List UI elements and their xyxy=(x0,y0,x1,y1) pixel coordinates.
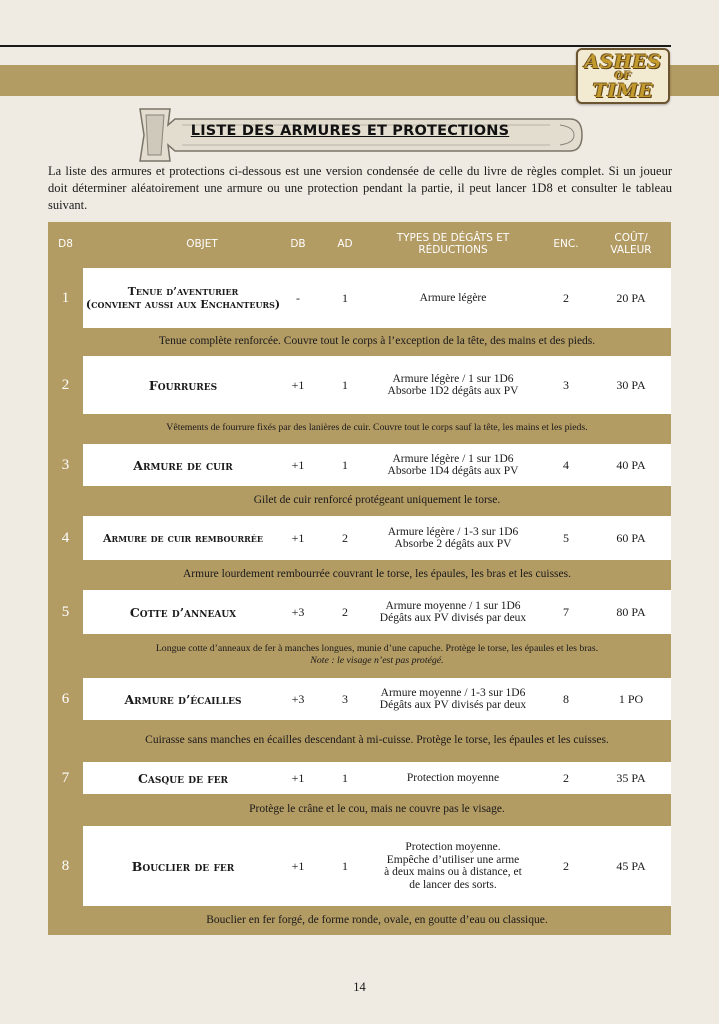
row-objet: Bouclier de fer xyxy=(131,858,235,874)
row-ad: 2 xyxy=(342,604,348,619)
row-description xyxy=(83,634,671,676)
description-text: Tenue complète renforcée. Couvre tout le corps à l’exception de la tête, des mains et des pieds. xyxy=(158,334,596,347)
row-objet: Armure de cuir xyxy=(133,457,233,473)
row-cout: 1 PO xyxy=(618,691,644,706)
intro-paragraph: La liste des armures et protections ci-dessous est une version condensée de celle du livre de règles complet. Si un joueur doit déterminer aléatoirement une armure ou une protection pendant la partie, il peut lancer 1D8 et consulter le tableau suivant. xyxy=(48,164,672,212)
header-types: TYPES DE DÉGÂTS ET RÉDUCTIONS xyxy=(396,232,510,256)
row-enc: 3 xyxy=(563,377,569,392)
row-objet xyxy=(83,268,283,328)
section-title: LISTE DES ARMURES ET PROTECTIONS xyxy=(190,123,510,139)
row-objet: Casque de fer xyxy=(137,770,229,786)
row-objet: Fourrures xyxy=(148,377,218,393)
ashes-of-time-logo xyxy=(576,48,670,104)
row-cout: 40 PA xyxy=(616,457,646,472)
logo-line-1: ASHES xyxy=(584,50,662,73)
row-db: +1 xyxy=(291,858,305,873)
row-db: +1 xyxy=(291,530,305,545)
table-row xyxy=(48,268,671,354)
row-cout: 30 PA xyxy=(616,377,646,392)
objet-name: Tenue d’aventurier xyxy=(127,285,239,298)
row-db: +1 xyxy=(291,770,305,785)
row-ad: 1 xyxy=(342,377,348,392)
types-line-2: Empêche d’utiliser une arme à deux mains ou à distance, et de lancer des sorts. xyxy=(384,853,522,891)
armor-table xyxy=(48,222,671,935)
row-db: +3 xyxy=(291,604,305,619)
objet-note: (convient aussi aux Enchanteurs) xyxy=(85,298,281,311)
description-text: Cuirasse sans manches en écailles descendant à mi-cuisse. Protège le torse, les épaules et les cuisses. xyxy=(145,733,609,746)
row-d8: 7 xyxy=(61,769,70,786)
row-d8: 4 xyxy=(61,529,70,546)
row-types: Protection moyenne xyxy=(406,771,500,784)
row-enc: 7 xyxy=(563,604,569,619)
types-line-2: Dégâts aux PV divisés par deux xyxy=(379,699,527,711)
section-banner xyxy=(130,105,590,165)
row-ad: 1 xyxy=(342,770,348,785)
logo-line-2: OF xyxy=(614,70,632,82)
types-line-1: Armure légère / 1 sur 1D6 xyxy=(392,452,514,465)
types-line-2: Dégâts aux PV divisés par deux xyxy=(379,612,527,624)
row-cout: 20 PA xyxy=(616,290,646,305)
row-enc: 5 xyxy=(563,530,569,545)
row-description xyxy=(83,328,671,354)
types-line-1: Armure moyenne / 1 sur 1D6 xyxy=(385,599,521,612)
description-text: Bouclier en fer forgé, de forme ronde, ovale, en goutte d’eau ou classique. xyxy=(206,914,548,926)
header-cout: COÛT/ VALEUR xyxy=(610,232,652,256)
types-line-1: Armure moyenne / 1-3 sur 1D6 xyxy=(380,686,526,699)
table-row xyxy=(48,762,671,824)
header-enc: ENC. xyxy=(553,238,579,250)
row-description xyxy=(83,906,671,935)
row-types xyxy=(378,678,528,720)
table-row xyxy=(48,678,671,760)
row-types xyxy=(378,516,528,560)
header-objet: OBJET xyxy=(186,238,218,250)
description-text: Longue cotte d’anneaux de fer à manches longues, munie d’une capuche. Protège le torse, les épaules et les bras. xyxy=(155,643,599,654)
row-d8: 1 xyxy=(61,289,70,306)
row-db: - xyxy=(296,290,300,305)
row-enc: 2 xyxy=(563,290,569,305)
row-db: +1 xyxy=(291,457,305,472)
row-enc: 4 xyxy=(563,457,569,472)
row-ad: 2 xyxy=(342,530,348,545)
row-types xyxy=(383,826,523,906)
row-d8: 8 xyxy=(61,857,70,874)
types-line-1: Armure légère / 1-3 sur 1D6 xyxy=(387,525,519,538)
row-objet: Armure de cuir rembourrée xyxy=(103,531,263,545)
row-enc: 8 xyxy=(563,691,569,706)
row-cout: 60 PA xyxy=(616,530,646,545)
header-d8: D8 xyxy=(58,238,73,250)
row-d8: 2 xyxy=(61,376,70,393)
row-description xyxy=(83,486,671,514)
description-note: Note : le visage n’est pas protégé. xyxy=(310,655,444,666)
row-db: +1 xyxy=(291,377,305,392)
row-objet: Armure d’écailles xyxy=(124,691,242,707)
row-cout: 35 PA xyxy=(616,770,646,785)
row-types xyxy=(378,444,528,486)
row-ad: 1 xyxy=(342,858,348,873)
top-rule xyxy=(0,45,671,47)
table-row xyxy=(48,356,671,442)
description-text: Protège le crâne et le cou, mais ne couvre pas le visage. xyxy=(249,802,505,815)
table-header xyxy=(48,222,671,266)
types-line-1: Protection moyenne. xyxy=(405,841,501,853)
table-row xyxy=(48,826,671,935)
types-line-2: Absorbe 2 dégâts aux PV xyxy=(394,538,512,550)
row-types xyxy=(378,356,528,414)
row-types: Armure légère xyxy=(419,291,487,304)
types-line-1: Armure légère / 1 sur 1D6 xyxy=(392,372,514,385)
row-enc: 2 xyxy=(563,770,569,785)
row-enc: 2 xyxy=(563,858,569,873)
row-cout: 80 PA xyxy=(616,604,646,619)
row-db: +3 xyxy=(291,691,305,706)
row-description xyxy=(83,720,671,760)
row-types xyxy=(378,590,528,634)
row-description xyxy=(83,794,671,824)
row-ad: 1 xyxy=(342,457,348,472)
row-cout: 45 PA xyxy=(616,858,646,873)
row-description xyxy=(83,560,671,588)
logo-line-3: TIME xyxy=(592,79,654,102)
row-ad: 1 xyxy=(342,290,348,305)
row-d8: 3 xyxy=(61,456,70,473)
row-ad: 3 xyxy=(342,691,348,706)
row-objet: Cotte d’anneaux xyxy=(129,604,237,620)
table-row xyxy=(48,590,671,676)
row-d8: 5 xyxy=(61,603,70,620)
types-line-2: Absorbe 1D4 dégâts aux PV xyxy=(387,465,519,477)
table-row xyxy=(48,444,671,514)
description-text: Gilet de cuir renforcé protégeant uniquement le torse. xyxy=(253,493,501,506)
header-db: DB xyxy=(290,238,306,250)
types-line-2: Absorbe 1D2 dégâts aux PV xyxy=(387,385,519,397)
row-d8: 6 xyxy=(61,690,70,707)
description-text: Armure lourdement rembourrée couvrant le torse, les épaules, les bras et les cuisses. xyxy=(183,567,571,580)
table-row xyxy=(48,516,671,588)
header-ad: AD xyxy=(337,238,353,250)
description-text: Vêtements de fourrure fixés par des lanières de cuir. Couvre tout le corps sauf la tête, les mains et les pieds. xyxy=(166,422,588,433)
page-number: 14 xyxy=(353,980,366,994)
row-description xyxy=(83,414,671,442)
